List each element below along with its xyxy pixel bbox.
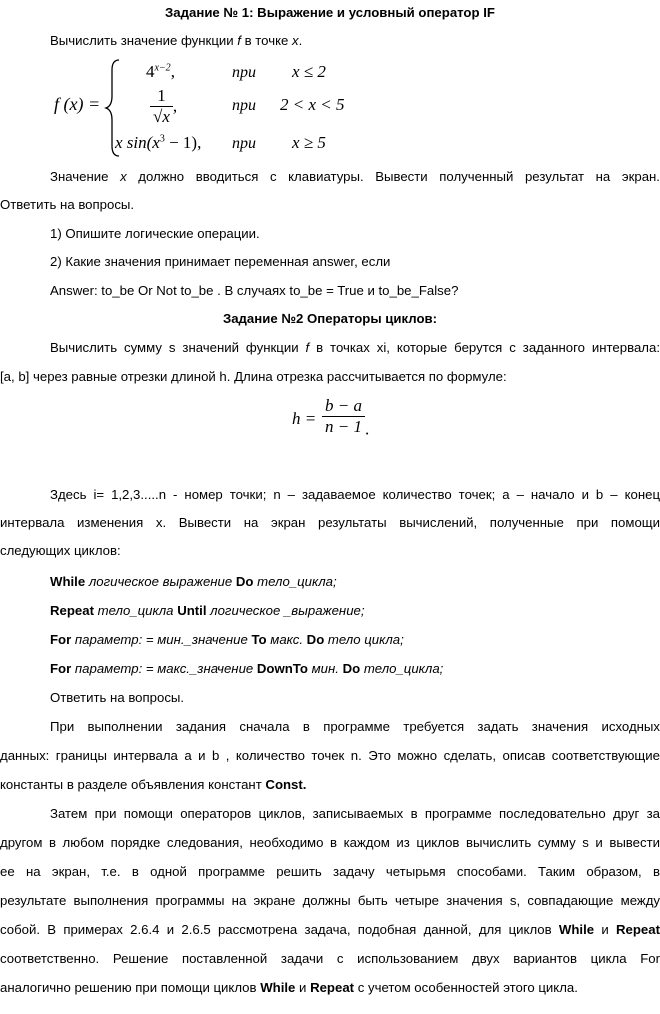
task1-question-3: Answer: to_be Or Not to_be . В случаях to_be = True и to_be_False? xyxy=(50,283,459,298)
task2-p2-line1: Здесь i= 1,2,3.....n - номер точки; n – задаваемое количество точек; a – начало и b – конец xyxy=(50,487,660,502)
h-lhs: h = xyxy=(292,409,317,428)
case1-word: при xyxy=(232,64,256,81)
case3-cond: x ≥ 5 xyxy=(292,133,326,152)
task2-p1-line1: Вычислить сумму s значений функции f в точках xi, которые берутся с заданного интервала: xyxy=(50,340,660,355)
task2-p3-line2: данных: границы интервала a и b , количество точек n. Это можно сделать, описав соответствующие xyxy=(0,748,660,763)
task2-p3-line1: При выполнении задания сначала в программе требуется задать значения исходных xyxy=(50,719,660,734)
task2-p1-line2: [a, b] через равные отрезки длиной h. Длина отрезка рассчитывается по формуле: xyxy=(0,369,507,384)
task2-p4-line1: Затем при помощи операторов циклов, записываемых в программе последовательно друг за xyxy=(50,806,660,821)
task2-p4-line4: результате выполнения программы на экране должны быть четыре значения s, совпадающие между xyxy=(0,893,660,908)
case2-word: при xyxy=(232,97,256,114)
h-fraction: $\frac{b - a}{n - 1}$ . xyxy=(322,396,369,439)
task1-question-1: 1) Опишите логические операции. xyxy=(50,226,260,241)
task2-p4-line6: соответственно. Решение поставленной задачи с использованием двух вариантов цикла For xyxy=(0,951,660,966)
task1-question-2: 2) Какие значения принимает переменная answer, если xyxy=(50,254,391,269)
task1-p1-line2: Ответить на вопросы. xyxy=(0,197,135,212)
task2-p4-line7: аналогично решению при помощи циклов While и Repeat с учетом особенностей этого цикла. xyxy=(0,980,578,995)
task2-p3-line3: константы в разделе объявления констант Const. xyxy=(0,777,307,792)
task1-title: Задание № 1: Выражение и условный оператор IF xyxy=(165,5,495,20)
task1-p1-line1: Значение x должно вводиться с клавиатуры. Вывести полученный результат на экран. xyxy=(50,169,660,184)
task2-p2-line2: интервала изменения x. Вывести на экран результаты вычислений, полученные при помощи xyxy=(0,515,660,530)
case3-expr: x $\sin(x^3 - 1)$, xyxy=(115,133,202,152)
task2-p4-line3: ее на экран, т.е. в одной программе решить задачу четырьмя способами. Таким образом, в xyxy=(0,864,660,879)
case3-word: при xyxy=(232,135,256,152)
case1-cond: x ≤ 2 xyxy=(292,62,326,81)
loop-while: While логическое выражение Do тело_цикла; xyxy=(50,574,337,589)
loop-repeat: Repeat тело_цикла Until логическое _выражение; xyxy=(50,603,365,618)
task2-p2-line3: следующих циклов: xyxy=(0,543,121,558)
task2-title: Задание №2 Операторы циклов: xyxy=(222,311,438,326)
task2-answer: Ответить на вопросы. xyxy=(50,690,185,705)
case2-cond: 2 < x < 5 xyxy=(280,95,345,114)
formula-lhs: f (x) = xyxy=(54,94,101,114)
task1-intro: Вычислить значение функции f в точке x. xyxy=(50,33,303,48)
task2-p4-line5: собой. В примерах 2.6.4 и 2.6.5 рассмотрена задача, подобная данной, для циклов While и Repeat xyxy=(0,922,660,937)
case2-expr: $\frac{1}{√x}$ , xyxy=(150,86,177,127)
loop-for-downto: For параметр: = макс._значение DownTo мин. Do тело_цикла; xyxy=(50,661,444,676)
task2-p4-line2: другом в любом порядке следования, необходимо в каждом из циклов вычислить сумму s и вывести xyxy=(0,835,660,850)
case1-expr: $4^{x-2}$, xyxy=(146,62,175,81)
loop-for-to: For параметр: = мин._значение To макс. Do тело цикла; xyxy=(50,632,404,647)
